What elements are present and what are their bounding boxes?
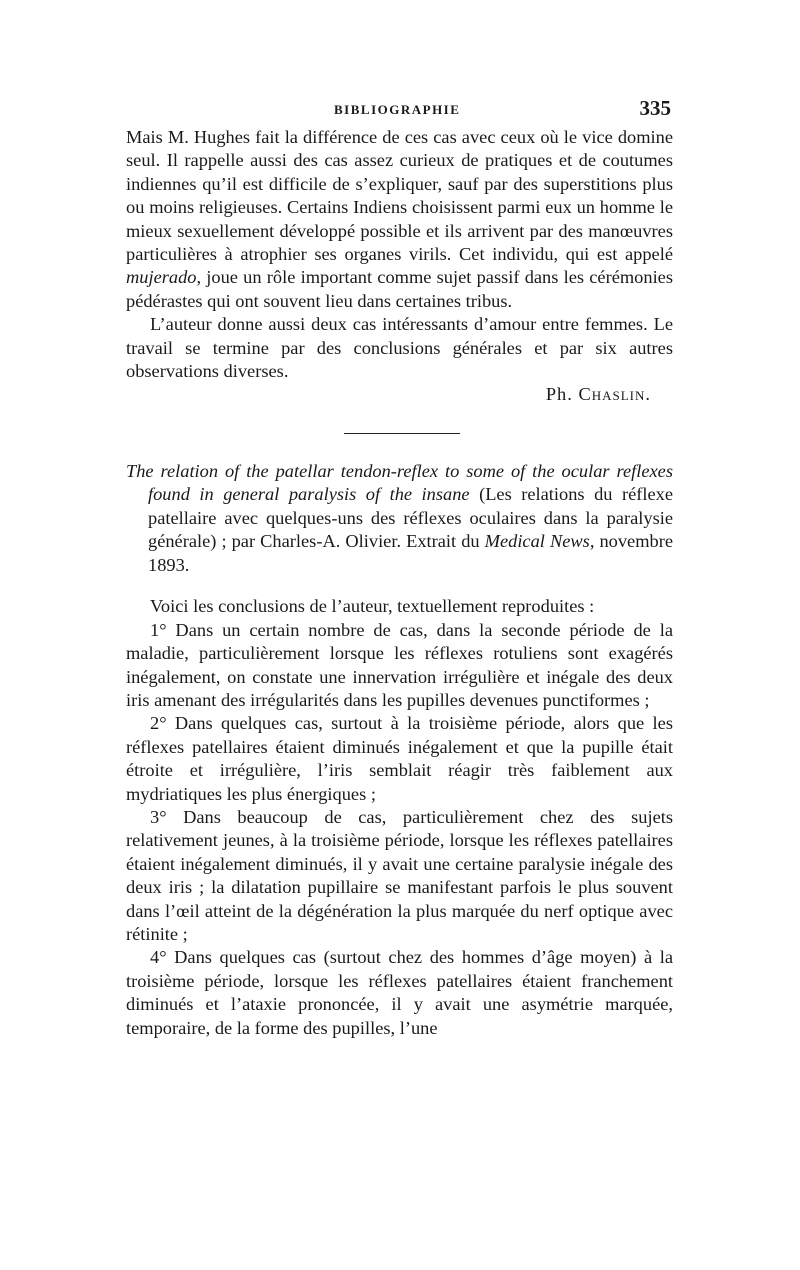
article1-paragraph2: L’auteur donne aussi deux cas intéressants d’amour entre femmes. Le travail se termine par des conclusions générales et par six autres observations diverses. (126, 314, 673, 382)
section-divider (344, 433, 460, 434)
article2-body (126, 595, 673, 1040)
article2-date: , novembre 1893. (148, 531, 673, 575)
article2-point3: 3° Dans beaucoup de cas, particulièrement chez des sujets relativement jeunes, à la troisième période, lorsque les réflexes patellaires étaient inégalement diminués, il y avait une certaine paralysie inégale des deux iris ; la dilatation pupillaire se manifestant parfois le plus souvent dans l’œil atteint de la dégénération la plus marquée du nerf optique avec rétinite ; (126, 806, 673, 944)
article2-title: The relation of the patellar tendon-reflex to some of the ocular reflexes found in general paralysis of the insane (126, 460, 673, 505)
article2-title-rest: (Les relations du réflexe patellaire avec quelques-uns des réflexes oculaires dans la paralysie générale) ; par Charles-A. Olivier. Extrait du (148, 484, 673, 552)
signature-name: Chaslin. (578, 384, 651, 405)
running-head (126, 96, 673, 126)
article2-intro: Voici les conclusions de l’auteur, textuellement reproduites : (150, 596, 595, 617)
running-title: BIBLIOGRAPHIE (334, 102, 461, 117)
article2-point2: 2° Dans quelques cas, surtout à la troisième période, alors que les réflexes patellaires étaient diminués inégalement et que la pupille était étroite et irrégulière, l’iris semblait réagir très faiblement aux mydriatiques les plus énergiques ; (126, 713, 673, 804)
article1-term: mujerado (126, 267, 197, 288)
signature-initial: Ph. (545, 384, 573, 405)
article2-point1: 1° Dans un certain nombre de cas, dans la seconde période de la maladie, particulièrement lorsque les réflexes rotuliens sont exagérés inégalement, on constate une innervation irrégulière et inégale des deux iris amenant des irrégularités dans les pupilles devenues punctiformes ; (126, 619, 673, 710)
article2-journal: Medical News (484, 531, 590, 552)
article2-heading (126, 460, 673, 577)
article1-text: Mais M. Hughes fait la différence de ces cas avec ceux où le vice domine seul. Il rappelle aussi des cas assez curieux de pratiques et de coutumes indiennes qu’il est difficile de s’expliquer, sauf par des superstitions plus ou moins religieuses. Certains Indiens choisissent parmi eux un homme le mieux sexuellement développé possible et ils arrivent par des manœuvres particulières à atrophier ses organes virils. Cet individu, qui est appelé (126, 127, 673, 265)
article2-point4: 4° Dans quelques cas (surtout chez des hommes d’âge moyen) à la troisième période, lorsque les réflexes patellaires étaient franchement diminués et l’ataxie prononcée, il y avait une asymétrie marquée, temporaire, de la forme des pupilles, l’une (126, 947, 673, 1038)
signature (126, 383, 651, 406)
page-number: 335 (639, 96, 671, 120)
article1-paragraph1 (126, 126, 673, 313)
article1-text-end: , joue un rôle important comme sujet passif dans les cérémonies pédérastes qui ont souvent lieu dans certaines tribus. (126, 267, 673, 311)
page (126, 96, 673, 1040)
